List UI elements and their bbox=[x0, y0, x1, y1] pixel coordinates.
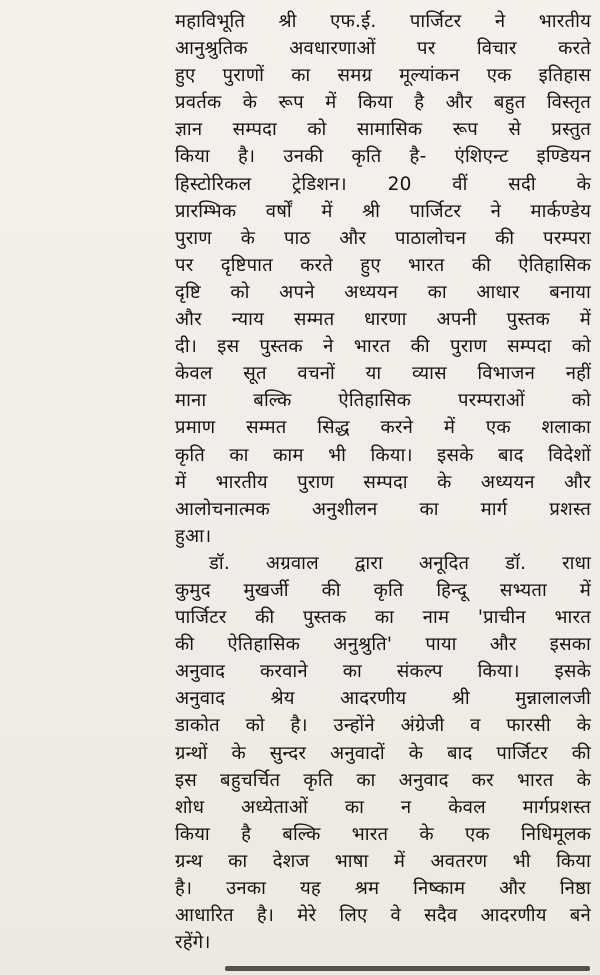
text-line: कृति का काम भी किया। इसके बाद विदेशों bbox=[175, 444, 591, 466]
text-line: किया है बल्कि भारत के एक निधिमूलक bbox=[175, 823, 591, 845]
text-line: डॉ. अग्रवाल द्वारा अनूदित डॉ. राधा bbox=[209, 552, 591, 574]
text-line: शोध अध्येताओं का न केवल मार्गप्रशस्त bbox=[175, 796, 591, 818]
text-line: ग्रन्थ का देशज भाषा में अवतरण भी किया bbox=[175, 850, 591, 872]
text-line: हुआ। bbox=[175, 525, 212, 547]
text-line: माना बल्कि ऐतिहासिक परम्पराओं को bbox=[175, 390, 591, 412]
text-line: किया है। उनकी कृति है- एंशिएन्ट इण्डियन bbox=[175, 146, 591, 168]
text-line: पार्जिटर की पुस्तक का नाम 'प्राचीन भारत bbox=[175, 607, 591, 629]
text-line: प्रवर्तक के रूप में किया है और बहुत विस्तृत bbox=[175, 92, 591, 114]
text-line: हिस्टोरिकल ट्रेडिशन। 20 वीं सदी के bbox=[175, 173, 591, 195]
text-line: दी। इस पुस्तक ने भारत की पुराण सम्पदा को bbox=[175, 336, 591, 358]
text-line: पुराण के पाठ और पाठालोचन की परम्परा bbox=[175, 227, 591, 249]
text-line: अनुवाद श्रेय आदरणीय श्री मुन्नालालजी bbox=[175, 688, 591, 710]
text-line: कुमुद मुखर्जी की कृति हिन्दू सभ्यता में bbox=[175, 579, 591, 601]
scan-edge-artifact bbox=[225, 966, 590, 971]
text-line: ज्ञान सम्पदा को सामासिक रूप से प्रस्तुत bbox=[175, 119, 591, 141]
text-line: आलोचनात्मक अनुशीलन का मार्ग प्रशस्त bbox=[175, 498, 591, 520]
body-text-block bbox=[175, 8, 591, 956]
text-line: डाकोत को है। उन्होंने अंग्रेजी व फारसी के bbox=[175, 715, 591, 737]
text-line: है। उनका यह श्रम निष्काम और निष्ठा bbox=[175, 878, 591, 899]
text-line: इस बहुचर्चित कृति का अनुवाद कर भारत के bbox=[175, 769, 591, 791]
text-line: दृष्टि को अपने अध्ययन का आधार बनाया bbox=[175, 281, 591, 303]
text-line: आनुश्रुतिक अवधारणाओं पर विचार करते bbox=[175, 38, 591, 60]
text-line: महाविभूति श्री एफ.ई. पार्जिटर ने भारतीय bbox=[175, 11, 591, 32]
text-line: में भारतीय पुराण सम्पदा के अध्ययन और bbox=[175, 471, 591, 493]
text-line: अनुवाद करवाने का संकल्प किया। इसके bbox=[175, 661, 591, 683]
text-line: की ऐतिहासिक अनुश्रुति' पाया और इसका bbox=[175, 634, 591, 656]
text-line: हुए पुराणों का समग्र मूल्यांकन एक इतिहास bbox=[175, 65, 591, 87]
text-line: प्रमाण सम्मत सिद्ध करने में एक शलाका bbox=[175, 417, 591, 439]
text-line: आधारित है। मेरे लिए वे सदैव आदरणीय बने bbox=[175, 905, 591, 927]
text-line: पर दृष्टिपात करते हुए भारत की ऐतिहासिक bbox=[175, 254, 591, 276]
text-line: रहेंगे। bbox=[175, 932, 211, 954]
text-line: केवल सूत वचनों या व्यास विभाजन नहीं bbox=[175, 363, 591, 385]
text-line: ग्रन्थों के सुन्दर अनुवादों के बाद पार्जिटर की bbox=[175, 742, 591, 764]
text-line: और न्याय सम्मत धारणा अपनी पुस्तक में bbox=[175, 309, 591, 331]
text-line: प्रारम्भिक वर्षों में श्री पार्जिटर ने मार्कण्डेय bbox=[175, 200, 591, 222]
